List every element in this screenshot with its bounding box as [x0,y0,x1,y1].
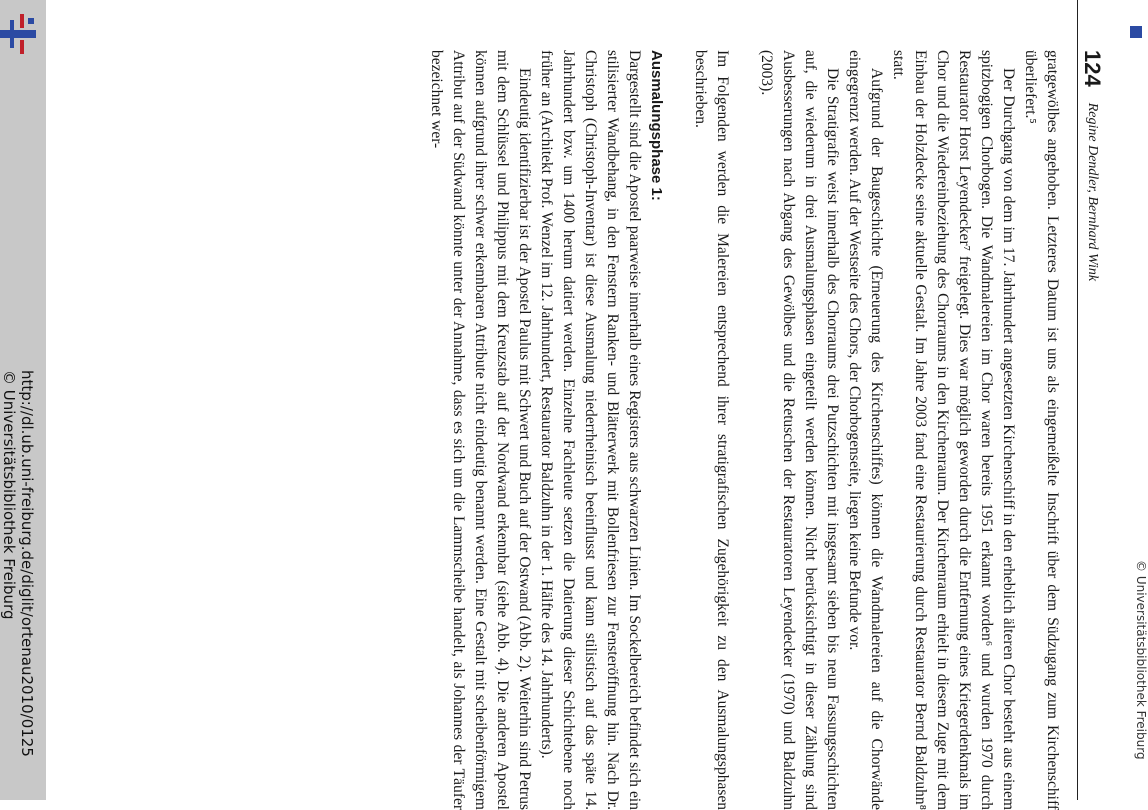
paragraph: Die Stratigrafie weist innerhalb des Chorraums drei Putzschichten mit insgesamt sieben bis neun Fassungsschichten auf, die wiederum in drei Ausmalungsphasen eingeteilt werden können. Nicht berücksichtigt in dieser Zählung sind Ausbesserungen nach Abgang des Gewölbes und die Retuschen der Restauratoren Leyendecker (1970) und Baldzuhn (2003). [758,50,841,810]
page-number: 124 [1080,50,1105,87]
spacer [733,50,755,810]
paragraph: Eindeutig identifizierbar ist der Apostel Paulus mit Schwert und Buch auf der Ostwand (Abb. 2). Weiterhin sind Petrus mit dem Schlüssel und Philippus mit dem Kreuzstab auf der Nordwand erkennbar (siehe Abb. 4). Die anderen Apostel können aufgrund ihrer schwer erkennbaren Attribute nicht eindeutig benannt werden. Eine Gestalt mit scheibenförmigem Attribut auf der Südwand könnte unter der Annahme, dass es sich um die Lammscheibe handelt, als Johannes der Täufer bezeichnet wer- [428,50,533,810]
paragraph: Der Durchgang von dem im 17. Jahrhundert angesetzten Kirchenschiff in den erheblich älteren Chor besteht aus einem spitzbogigen Chorbogen. Die Wandmalereien im Chor waren bereits 1951 erkannt worden⁶ und wurden 1970 durch Restaurator Horst Leyendecker⁷ freigelegt. Dies war möglich geworden durch die Entfernung eines Kriegerdenkmals im Chor und die Wiedereinbeziehung des Chorraums in den Kirchenraum. Der Kirchenraum erhielt in diesem Zuge mit dem Einbau der Holzdecke seine aktuelle Gestalt. Im Jahre 2003 fand eine Restaurierung durch Restaurator Bernd Baldzuhn⁸ statt. [890,50,1017,810]
paragraph: Dargestellt sind die Apostel paarweise innerhalb eines Registers aus schwarzen Linien. Im Sockelbereich befindet sich ein stilisierter Wandbehang, in den Fenstern Ranken- und Blätterwerk mit Bollenfriesen zur Fensteröffnung hin. Nach Dr. Christoph (Christoph-Inventar) ist diese Ausmalung niederrheinisch beeinflusst und kann stilistisch auf das späte 14. Jahrhundert bzw. um 1400 herum datiert werden. Einzelne Fachleute setzen die Datierung dieser Schichtebene noch früher an (Architekt Prof. Wenzel im 12. Jahrhundert, Restaurator Baldzuhn in der 1. Hälfte des 14. Jahrhunderts). [538,50,643,810]
page-header [1071,50,1105,810]
right-margin-copyright: © Universitätsbibliothek Freiburg [1134,560,1148,760]
source-url[interactable] [0,370,36,800]
spacer [667,50,689,810]
url-wrap [2,370,46,800]
section-heading: Ausmalungsphase 1: [648,50,665,201]
running-authors: Regine Dendler, Bernhard Wink [1085,102,1100,282]
paragraph: Aufgrund der Baugeschichte (Erneuerung des Kirchenschiffes) können die Wandmalereien auf die Chorwände eingegrenzt werden. Auf der Westseite des Chors, der Chorbogenseite, liegen keine Befunde vor. [846,50,885,810]
page-body [425,50,1063,810]
viewer-corner-icon [1130,26,1142,38]
right-margin [1124,560,1148,800]
viewer-left-strip [0,0,46,800]
paragraph: Im Folgenden werden die Malereien entsprechend ihrer stratigrafischen Zugehörigkeit zu den Ausmalungsphasen beschrieben. [692,50,731,810]
copyright-text: © Universitätsbibliothek Freiburg [0,370,18,620]
document-page [105,50,1105,810]
source-url-text[interactable]: http://dl.ub.uni-freiburg.de/diglit/ortenau2010/0125 [18,370,36,757]
university-logo-icon [0,14,40,54]
paragraph: gratgewölbes angehoben. Letzteres Datum ist uns als eingemeißelte Inschrift über dem Südzugang zum Kirchenschiff überliefert.⁵ [1022,50,1061,810]
